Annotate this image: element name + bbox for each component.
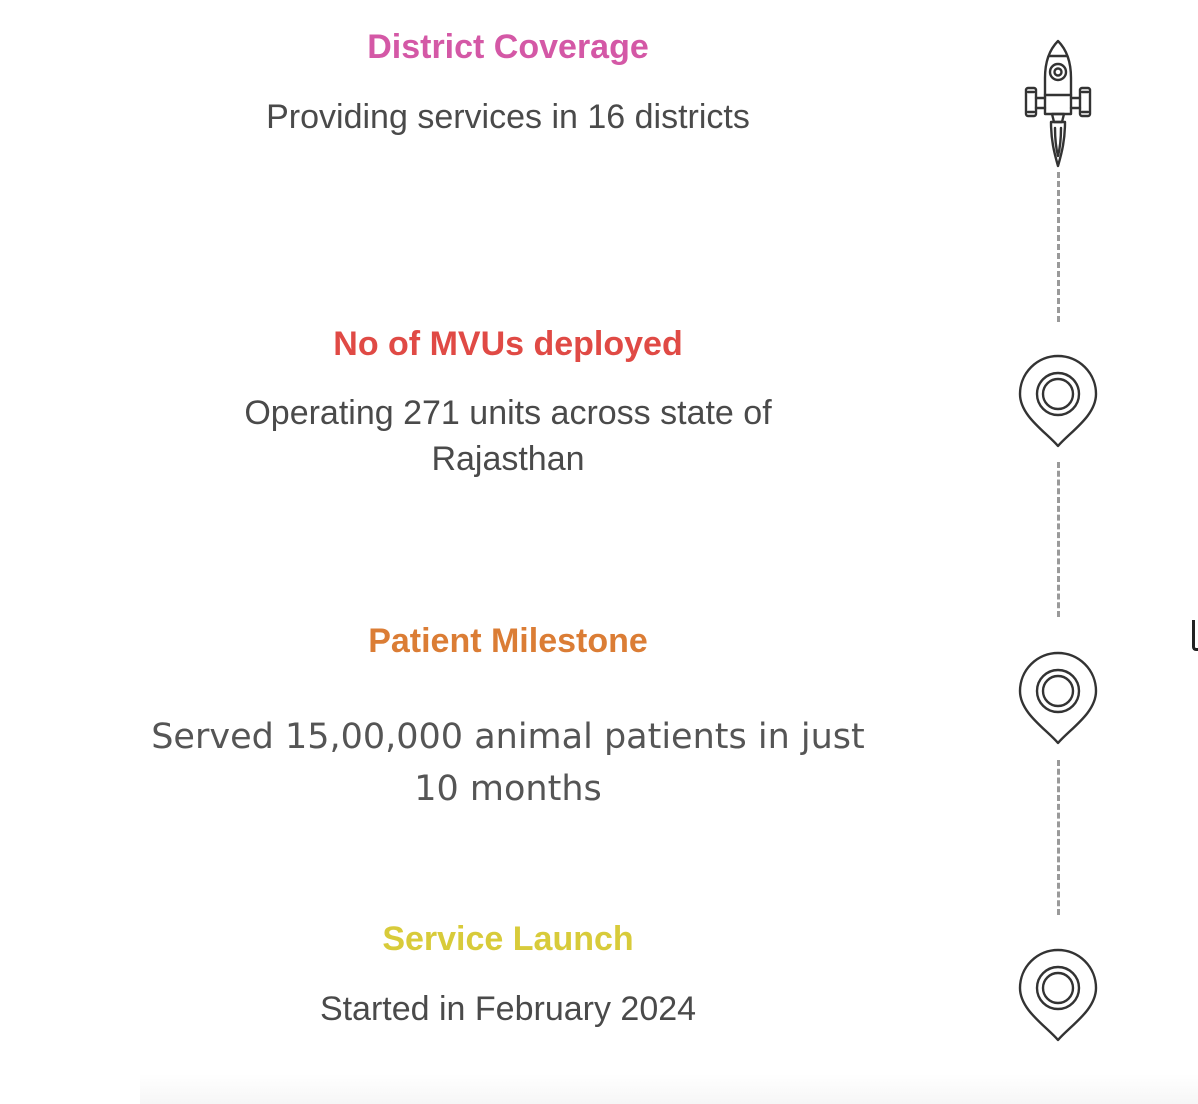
- step-title: No of MVUs deployed: [333, 325, 683, 363]
- timeline-connector: [1057, 462, 1060, 617]
- step-title: District Coverage: [367, 28, 649, 66]
- cropped-edge-mark: [1192, 620, 1198, 651]
- step-title: Patient Milestone: [368, 622, 648, 660]
- step-description: Providing services in 16 districts: [266, 98, 750, 136]
- step-service-launch: [100, 919, 916, 1032]
- bottom-shadow: [140, 1074, 1198, 1104]
- rocket-icon: [1018, 38, 1098, 170]
- map-pin-icon: [1016, 651, 1100, 747]
- step-district-coverage: [100, 27, 916, 140]
- step-mvus-deployed: [100, 324, 916, 482]
- map-pin-icon: [1016, 354, 1100, 450]
- step-title: Service Launch: [382, 920, 634, 958]
- map-pin-icon: [1016, 948, 1100, 1044]
- timeline-connector: [1057, 760, 1060, 915]
- step-patient-milestone: [100, 621, 916, 815]
- step-description: Operating 271 units across state of Rajasthan: [244, 394, 772, 478]
- step-description: Started in February 2024: [319, 990, 697, 1028]
- step-description: Served 15,00,000 animal patients in just 10 months: [151, 717, 865, 809]
- timeline-connector: [1057, 172, 1060, 322]
